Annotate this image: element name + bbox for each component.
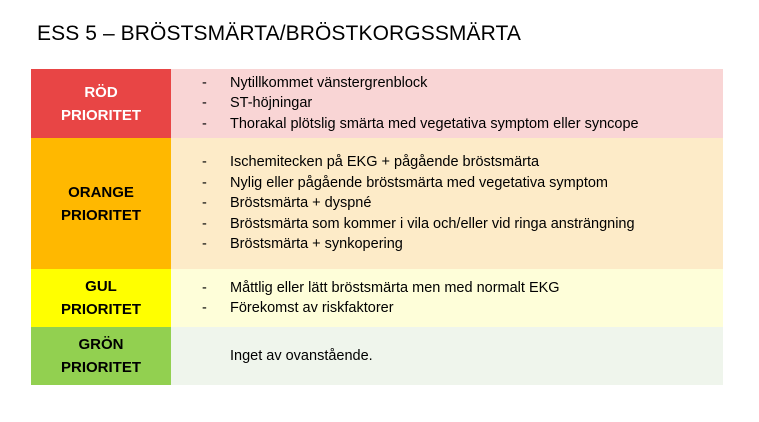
bullet-dash: - xyxy=(202,74,207,91)
criteria-item xyxy=(202,73,723,94)
priority-label-yellow xyxy=(31,269,171,327)
priority-criteria-orange xyxy=(171,138,723,269)
bullet-dash: - xyxy=(202,300,207,316)
priority-label-orange-line2: PRIORITET xyxy=(60,206,141,224)
priority-criteria-yellow xyxy=(171,269,723,327)
criteria-text: Måttlig eller lätt bröstsmärta men med normalt EKG xyxy=(230,279,560,296)
bullet-dash: - xyxy=(202,174,207,191)
bullet-dash: - xyxy=(202,215,207,232)
criteria-item xyxy=(202,93,723,114)
criteria-text: Inget av ovanstående. xyxy=(230,347,373,364)
criteria-item xyxy=(202,298,723,319)
criteria-text: Bröstsmärta + synkopering xyxy=(230,236,403,253)
criteria-item xyxy=(202,173,723,194)
priority-label-orange-line1: ORANGE xyxy=(68,183,134,201)
priority-label-yellow-line2: PRIORITET xyxy=(60,301,141,318)
priority-table xyxy=(31,69,723,385)
criteria-item xyxy=(202,193,723,214)
bullet-dash: - xyxy=(202,154,207,171)
criteria-item xyxy=(202,234,723,255)
priority-row-green xyxy=(31,327,723,385)
bullet-dash: - xyxy=(202,95,207,112)
criteria-text: Thorakal plötslig smärta med vegetativa symptom eller syncope xyxy=(230,115,639,132)
bullet-dash: - xyxy=(202,195,207,212)
bullet-dash: - xyxy=(202,279,207,296)
priority-label-yellow-line1: GUL xyxy=(85,278,117,295)
criteria-item xyxy=(202,214,723,235)
priority-label-red xyxy=(31,69,171,138)
priority-label-orange xyxy=(31,138,171,269)
criteria-item xyxy=(202,152,723,173)
priority-row-orange xyxy=(31,138,723,269)
criteria-item xyxy=(202,114,723,135)
criteria-text: Förekomst av riskfaktorer xyxy=(230,300,394,316)
criteria-text: Bröstsmärta som kommer i vila och/eller vid ringa ansträngning xyxy=(230,215,635,232)
criteria-text: Nytillkommet vänstergrenblock xyxy=(230,74,428,91)
priority-label-green-line2: PRIORITET xyxy=(60,359,141,376)
priority-criteria-red xyxy=(171,69,723,138)
page-title: ESS 5 – BRÖSTSMÄRTA/BRÖSTKORGSSMÄRTA xyxy=(37,22,521,45)
priority-label-red-line1: RÖD xyxy=(84,83,118,101)
priority-row-yellow xyxy=(31,269,723,327)
priority-criteria-green xyxy=(171,327,723,385)
criteria-text: Nylig eller pågående bröstsmärta med vegetativa symptom xyxy=(230,174,608,191)
priority-label-red-line2: PRIORITET xyxy=(60,106,141,124)
bullet-dash: - xyxy=(202,236,207,253)
bullet-dash: - xyxy=(202,115,207,132)
priority-label-green-line1: GRÖN xyxy=(78,336,124,353)
criteria-text: Ischemitecken på EKG + pågående bröstsmärta xyxy=(230,154,540,171)
priority-label-green xyxy=(31,327,171,385)
criteria-text: Bröstsmärta + dyspné xyxy=(230,195,372,212)
criteria-item xyxy=(202,278,723,299)
criteria-text: ST-höjningar xyxy=(230,95,313,112)
priority-row-red xyxy=(31,69,723,138)
